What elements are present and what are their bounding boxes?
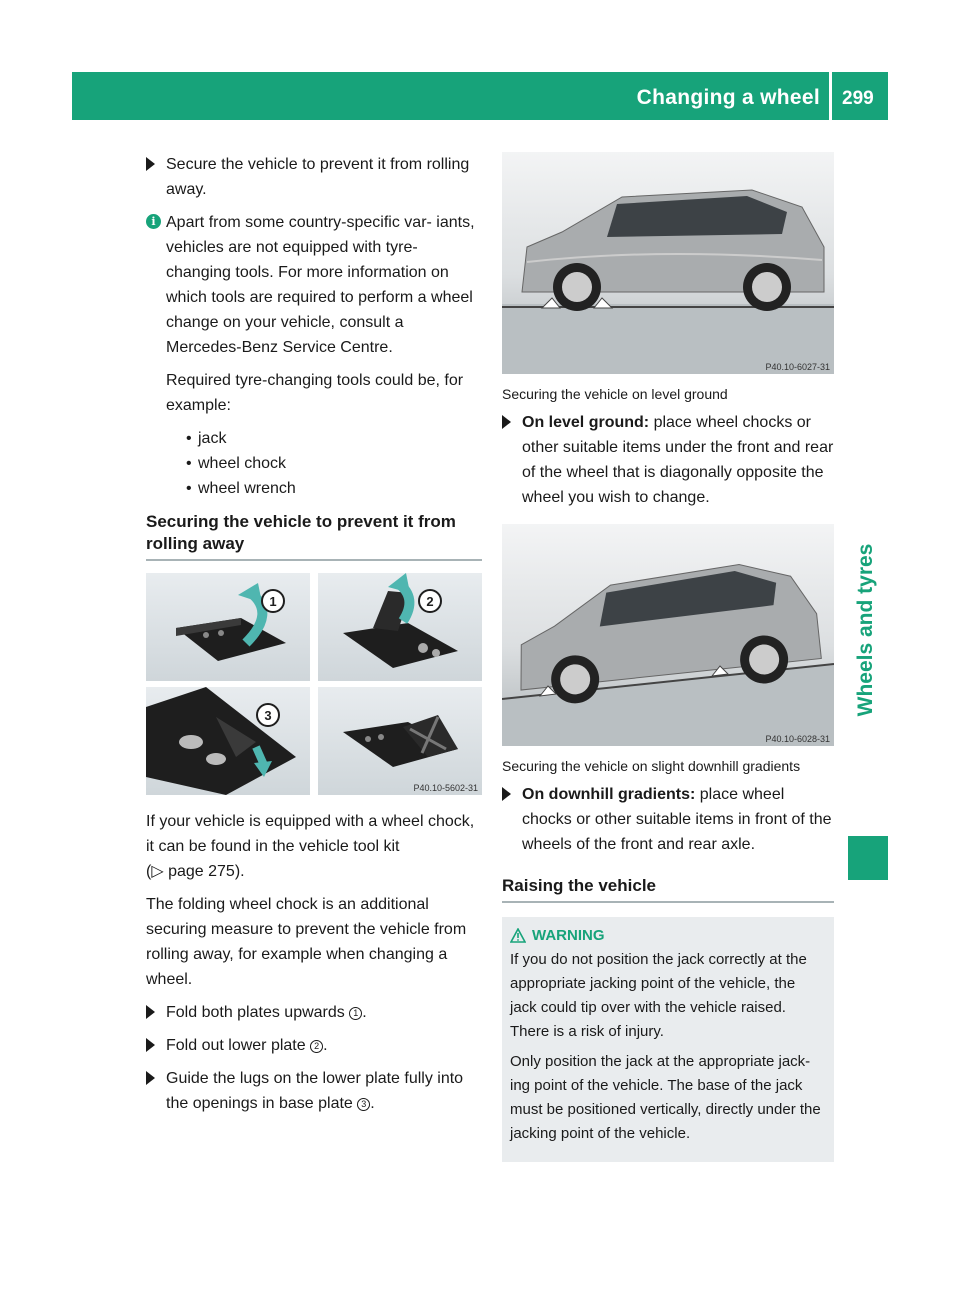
list-item: • wheel chock (186, 451, 482, 476)
warning-paragraph: Only position the jack at the appropriate jack- ing point of the vehicle. The base of the jack must be positioned vertically, directly under the jacking point of the vehicle. (510, 1053, 821, 1142)
figure-panel-3 (146, 687, 310, 795)
car-downhill-illustration (502, 524, 834, 746)
step-text (166, 1066, 482, 1116)
step-instructions: place wheel chocks or other suitable items under the front and rear of the wheel that is diagonally opposite the wheel you wish to change. (522, 414, 834, 506)
page-number: 299 (842, 88, 874, 109)
car-level-illustration (502, 152, 834, 374)
callout-marker-3: 3 (357, 1098, 370, 1111)
section-tab-label: Wheels and tyres (854, 543, 877, 717)
step-text (522, 410, 834, 510)
step-secure (146, 152, 482, 202)
left-column (146, 152, 482, 1124)
header-divider (829, 72, 832, 120)
figure-marker-3: 3 (264, 708, 272, 723)
wheel-chock-step3-illustration (146, 687, 310, 795)
figure-marker-1: 1 (269, 594, 277, 609)
paragraph-text: If your vehicle is equipped with a wheel chock, it can be found in the vehicle tool kit (146, 813, 475, 855)
car-downhill-figure (502, 524, 834, 746)
warning-title: WARNING (532, 927, 605, 944)
step-text (166, 1033, 482, 1058)
wheel-chock-figure (146, 573, 482, 795)
car-level-ground-figure (502, 152, 834, 374)
warning-header (510, 927, 826, 944)
info-icon: i (146, 214, 161, 229)
right-column (502, 152, 834, 1162)
list-item: • wheel wrench (186, 476, 482, 501)
warning-triangle-icon (510, 928, 526, 943)
page-reference-link[interactable]: (▷ page 275). (146, 863, 245, 880)
step-fold-plates (146, 1000, 482, 1025)
step-arrow-icon (146, 1005, 155, 1019)
step-arrow-icon (502, 415, 511, 429)
step-arrow-icon (502, 787, 511, 801)
section-heading: Raising the vehicle (502, 875, 834, 903)
step-arrow-icon (146, 1071, 155, 1085)
step-downhill (502, 782, 834, 857)
wheel-chock-assembled-illustration (318, 687, 482, 795)
step-arrow-icon (146, 1038, 155, 1052)
warning-box (502, 917, 834, 1162)
tools-list (166, 426, 482, 501)
callout-marker-2: 2 (310, 1040, 323, 1053)
step-guide-lugs (146, 1066, 482, 1116)
wheel-chock-step1-illustration (146, 573, 310, 681)
figure-panel-1 (146, 573, 310, 681)
step-level-ground (502, 410, 834, 510)
figure-marker-2: 2 (426, 594, 434, 609)
step-label: Fold out lower plate (166, 1037, 311, 1054)
step-fold-lower-plate (146, 1033, 482, 1058)
step-instructions: place wheel chocks or other suitable items in front of the wheels of the front and rear axle. (522, 786, 832, 853)
section-heading: Securing the vehicle to prevent it from rolling away (146, 511, 482, 561)
figure-caption: Securing the vehicle on level ground (502, 386, 728, 402)
step-punctuation: . (323, 1037, 328, 1054)
callout-marker-1: 1 (349, 1007, 362, 1020)
warning-paragraph: If you do not position the jack correctly at the appropriate jacking point of the vehicle, the jack could tip over with the vehicle raised. There is a risk of injury. (510, 951, 807, 1040)
folding-paragraph: The folding wheel chock is an additional securing measure to prevent the vehicle from rolling away, for example when changing a wheel. (146, 896, 467, 988)
info-note (146, 210, 482, 501)
chock-paragraph (146, 809, 482, 884)
page-title: Changing a wheel (636, 86, 820, 109)
step-text: Secure the vehicle to prevent it from rolling away. (166, 156, 470, 198)
step-text (522, 782, 834, 857)
figure-code: P40.10-6027-31 (765, 362, 830, 372)
info-paragraph: Required tyre-changing tools could be, for example: (166, 372, 464, 414)
step-label: Fold both plates upwards (166, 1004, 350, 1021)
step-label: Guide the lugs on the lower plate fully into the openings in base plate (166, 1070, 464, 1112)
section-tab-marker (848, 836, 888, 880)
step-arrow-icon (146, 157, 155, 171)
wheel-chock-step2-illustration (318, 573, 482, 681)
info-paragraph: Apart from some country-specific var- iants, vehicles are not equipped with tyre- changing tools. For more information on which tools are required to perform a wheel change on your vehicle, consult a Mercedes-Benz Service Centre. (166, 214, 475, 356)
list-item: • jack (186, 426, 482, 451)
figure-code: P40.10-6028-31 (765, 734, 830, 744)
figure-code: P40.10-5602-31 (413, 783, 478, 793)
step-punctuation: . (370, 1095, 375, 1112)
step-label: On downhill gradients: (522, 786, 696, 803)
figure-caption: Securing the vehicle on slight downhill gradients (502, 758, 801, 774)
figure-panel-2 (318, 573, 482, 681)
step-text (166, 1000, 482, 1025)
step-label: On level ground: (522, 414, 650, 431)
figure-panel-4 (318, 687, 482, 795)
step-punctuation: . (362, 1004, 367, 1021)
